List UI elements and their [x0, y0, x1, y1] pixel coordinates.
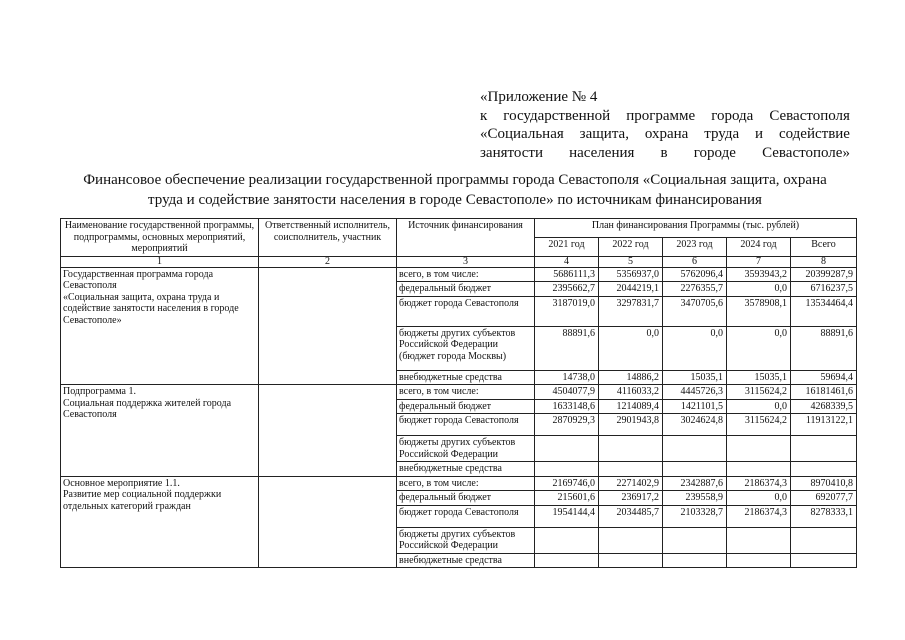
appendix-title: «Приложение № 4 — [480, 89, 598, 105]
year-value-cell: 15035,1 — [727, 370, 791, 385]
year-value-cell — [663, 527, 727, 553]
year-value-cell: 2169746,0 — [535, 476, 599, 491]
total-value-cell: 59694,4 — [791, 370, 857, 385]
responsible-cell — [259, 385, 397, 477]
column-number: 3 — [397, 256, 535, 267]
funding-source-cell: бюджет города Севастополя — [397, 296, 535, 326]
year-value-cell — [663, 462, 727, 477]
year-value-cell: 5356937,0 — [599, 267, 663, 282]
total-value-cell: 13534464,4 — [791, 296, 857, 326]
header-row — [61, 219, 857, 238]
year-value-cell — [599, 527, 663, 553]
column-number: 1 — [61, 256, 259, 267]
total-value-cell — [791, 553, 857, 568]
appendix-line-3 — [480, 125, 850, 144]
appendix-line-4 — [480, 144, 850, 163]
year-value-cell: 2901943,8 — [599, 414, 663, 436]
header-year-2021: 2021 год — [535, 238, 599, 257]
year-value-cell: 5686111,3 — [535, 267, 599, 282]
header-year-2022: 2022 год — [599, 238, 663, 257]
year-value-cell: 215601,6 — [535, 491, 599, 506]
year-value-cell: 4504077,9 — [535, 385, 599, 400]
year-value-cell — [535, 436, 599, 462]
column-number: 6 — [663, 256, 727, 267]
year-value-cell — [727, 462, 791, 477]
program-name-line: Основное мероприятие 1.1. — [63, 477, 180, 489]
word: «Социальная — [480, 126, 564, 142]
year-value-cell: 4116033,2 — [599, 385, 663, 400]
total-value-cell: 16181461,6 — [791, 385, 857, 400]
funding-source-cell: бюджеты других субъектов Российской Федерации (бюджет города Москвы) — [397, 326, 535, 370]
year-value-cell: 5762096,4 — [663, 267, 727, 282]
year-value-cell: 3187019,0 — [535, 296, 599, 326]
header-name: Наименование государственной программы, подпрограммы, основных мероприятий, мероприятий — [61, 219, 259, 257]
word: занятости — [480, 144, 543, 161]
column-number: 5 — [599, 256, 663, 267]
funding-source-cell: бюджет города Севастополя — [397, 505, 535, 527]
year-value-cell: 3115624,2 — [727, 414, 791, 436]
year-value-cell: 3470705,6 — [663, 296, 727, 326]
year-value-cell — [663, 553, 727, 568]
table-row — [61, 267, 857, 282]
word: государственной — [503, 107, 611, 124]
word: защита, — [579, 126, 629, 142]
funding-source-cell: всего, в том числе: — [397, 385, 535, 400]
word: населения — [569, 144, 635, 161]
total-value-cell: 4268339,5 — [791, 399, 857, 414]
column-number: 2 — [259, 256, 397, 267]
year-value-cell: 14886,2 — [599, 370, 663, 385]
program-name-line: Государственная программа города Севастополя — [63, 268, 214, 291]
financing-table — [60, 218, 857, 568]
total-value-cell — [791, 462, 857, 477]
year-value-cell: 2044219,1 — [599, 282, 663, 297]
program-name-cell — [61, 476, 259, 568]
total-value-cell — [791, 436, 857, 462]
word: труда — [704, 126, 740, 142]
title-line-1: Финансовое обеспечение реализации государственной программы города Севастополя «Социальная защита, охрана — [83, 172, 827, 188]
header-plan: План финансирования Программы (тыс. рублей) — [535, 219, 857, 238]
total-value-cell: 11913122,1 — [791, 414, 857, 436]
word: городе — [693, 144, 736, 161]
word: к — [480, 107, 488, 124]
column-number: 8 — [791, 256, 857, 267]
year-value-cell — [727, 553, 791, 568]
year-value-cell: 1421101,5 — [663, 399, 727, 414]
year-value-cell: 2342887,6 — [663, 476, 727, 491]
year-value-cell — [663, 436, 727, 462]
year-value-cell: 2034485,7 — [599, 505, 663, 527]
responsible-cell — [259, 267, 397, 385]
program-name-line: Развитие мер социальной поддержки отдельных категорий граждан — [63, 489, 222, 512]
year-value-cell — [727, 527, 791, 553]
year-value-cell: 0,0 — [727, 491, 791, 506]
funding-source-cell: федеральный бюджет — [397, 399, 535, 414]
column-number: 4 — [535, 256, 599, 267]
responsible-cell — [259, 476, 397, 568]
word: охрана — [644, 126, 689, 142]
year-value-cell: 2870929,3 — [535, 414, 599, 436]
year-value-cell: 0,0 — [727, 326, 791, 370]
header-year-2024: 2024 год — [727, 238, 791, 257]
program-name-line: «Социальная защита, охрана труда и содействие занятости населения в городе Севастополе» — [63, 291, 239, 326]
year-value-cell: 4445726,3 — [663, 385, 727, 400]
year-value-cell: 0,0 — [727, 282, 791, 297]
year-value-cell — [599, 553, 663, 568]
table-row — [61, 476, 857, 491]
year-value-cell: 2271402,9 — [599, 476, 663, 491]
year-value-cell: 15035,1 — [663, 370, 727, 385]
total-value-cell: 6716237,5 — [791, 282, 857, 297]
funding-source-cell: федеральный бюджет — [397, 282, 535, 297]
year-value-cell: 3297831,7 — [599, 296, 663, 326]
year-value-cell: 1214089,4 — [599, 399, 663, 414]
year-value-cell: 3115624,2 — [727, 385, 791, 400]
appendix-heading — [480, 88, 850, 162]
total-value-cell: 692077,7 — [791, 491, 857, 506]
year-value-cell: 239558,9 — [663, 491, 727, 506]
funding-source-cell: всего, в том числе: — [397, 476, 535, 491]
total-value-cell: 8970410,8 — [791, 476, 857, 491]
year-value-cell: 2186374,3 — [727, 476, 791, 491]
program-name-cell — [61, 385, 259, 477]
year-value-cell — [535, 553, 599, 568]
program-name-line: Социальная поддержка жителей города Севастополя — [63, 397, 232, 420]
header-source: Источник финансирования — [397, 219, 535, 257]
word: и — [755, 126, 764, 142]
funding-source-cell: внебюджетные средства — [397, 553, 535, 568]
header-responsible: Ответственный исполнитель, соисполнитель, участник — [259, 219, 397, 257]
funding-source-cell: внебюджетные средства — [397, 370, 535, 385]
year-value-cell: 3578908,1 — [727, 296, 791, 326]
funding-source-cell: всего, в том числе: — [397, 267, 535, 282]
table-body — [61, 267, 857, 568]
program-name-cell — [61, 267, 259, 385]
year-value-cell: 2395662,7 — [535, 282, 599, 297]
header-total: Всего — [791, 238, 857, 257]
year-value-cell — [727, 436, 791, 462]
column-number-row — [61, 256, 857, 267]
year-value-cell — [599, 436, 663, 462]
total-value-cell: 88891,6 — [791, 326, 857, 370]
year-value-cell: 2276355,7 — [663, 282, 727, 297]
year-value-cell: 2103328,7 — [663, 505, 727, 527]
word: содействие — [778, 126, 850, 142]
year-value-cell: 88891,6 — [535, 326, 599, 370]
year-value-cell — [535, 527, 599, 553]
word: Севастополе» — [762, 144, 850, 161]
title-line-2: труда и содействие занятости населения в городе Севастополе» по источникам финансирования — [148, 192, 762, 208]
total-value-cell — [791, 527, 857, 553]
word: в — [660, 144, 668, 161]
year-value-cell — [599, 462, 663, 477]
funding-source-cell: бюджет города Севастополя — [397, 414, 535, 436]
word: Севастополя — [769, 107, 850, 124]
year-value-cell: 2186374,3 — [727, 505, 791, 527]
funding-source-cell: бюджеты других субъектов Российской Федерации — [397, 527, 535, 553]
total-value-cell: 20399287,9 — [791, 267, 857, 282]
year-value-cell: 0,0 — [599, 326, 663, 370]
header-year-2023: 2023 год — [663, 238, 727, 257]
year-value-cell: 236917,2 — [599, 491, 663, 506]
table-row — [61, 385, 857, 400]
year-value-cell: 1633148,6 — [535, 399, 599, 414]
year-value-cell: 0,0 — [727, 399, 791, 414]
funding-source-cell: бюджеты других субъектов Российской Федерации — [397, 436, 535, 462]
appendix-line-2 — [480, 107, 850, 126]
total-value-cell: 8278333,1 — [791, 505, 857, 527]
document-title — [60, 170, 850, 210]
funding-source-cell: внебюджетные средства — [397, 462, 535, 477]
program-name-line: Подпрограмма 1. — [63, 386, 136, 397]
year-value-cell — [535, 462, 599, 477]
year-value-cell: 0,0 — [663, 326, 727, 370]
year-value-cell: 3593943,2 — [727, 267, 791, 282]
year-value-cell: 14738,0 — [535, 370, 599, 385]
word: программе — [626, 107, 696, 124]
year-value-cell: 1954144,4 — [535, 505, 599, 527]
year-value-cell: 3024624,8 — [663, 414, 727, 436]
funding-source-cell: федеральный бюджет — [397, 491, 535, 506]
word: города — [711, 107, 754, 124]
column-number: 7 — [727, 256, 791, 267]
